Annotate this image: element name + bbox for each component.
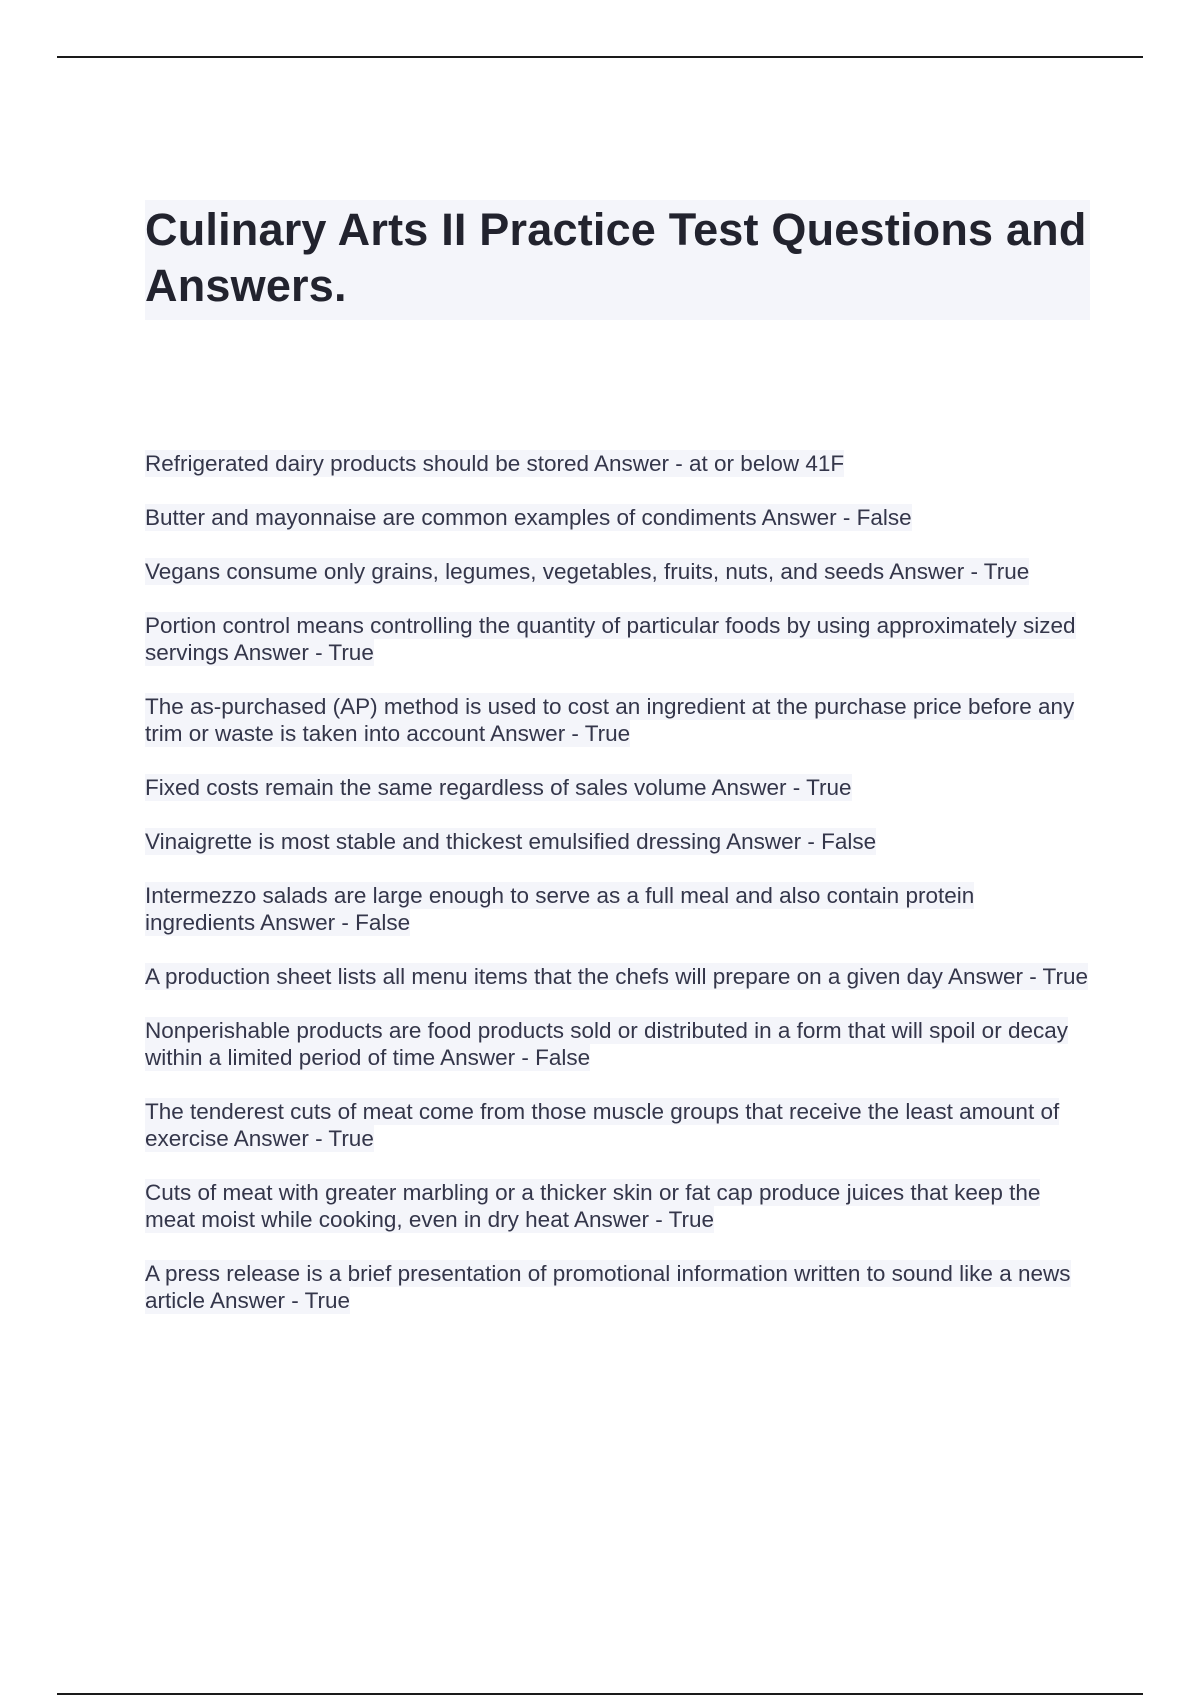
qa-text: A production sheet lists all menu items that the chefs will prepare on a given day Answer - True bbox=[145, 964, 1088, 989]
qa-item bbox=[145, 963, 1090, 990]
qa-text: Nonperishable products are food products sold or distributed in a form that will spoil or decay within a limited period of time Answer - False bbox=[145, 1018, 1068, 1070]
qa-text: Intermezzo salads are large enough to serve as a full meal and also contain protein ingredients Answer - False bbox=[145, 883, 975, 935]
top-rule bbox=[57, 56, 1143, 58]
qa-text: Fixed costs remain the same regardless of sales volume Answer - True bbox=[145, 775, 852, 800]
qa-item bbox=[145, 1017, 1090, 1071]
qa-text: Vinaigrette is most stable and thickest emulsified dressing Answer - False bbox=[145, 829, 877, 854]
document-title: Culinary Arts II Practice Test Questions and Answers. bbox=[145, 204, 1087, 311]
qa-item bbox=[145, 1179, 1090, 1233]
qa-item bbox=[145, 693, 1090, 747]
qa-item bbox=[145, 612, 1090, 666]
qa-item bbox=[145, 1260, 1090, 1314]
title-block bbox=[145, 200, 1090, 320]
qa-text: A press release is a brief presentation of promotional information written to sound like a news article Answer - True bbox=[145, 1261, 1071, 1313]
qa-item bbox=[145, 828, 1090, 855]
qa-text: Cuts of meat with greater marbling or a thicker skin or fat cap produce juices that keep the meat moist while cooking, even in dry heat Answer - True bbox=[145, 1180, 1041, 1232]
qa-text: Vegans consume only grains, legumes, vegetables, fruits, nuts, and seeds Answer - True bbox=[145, 559, 1030, 584]
qa-item bbox=[145, 558, 1090, 585]
qa-text: Butter and mayonnaise are common examples of condiments Answer - False bbox=[145, 505, 912, 530]
qa-text: Portion control means controlling the quantity of particular foods by using approximately sized servings Answer - True bbox=[145, 613, 1076, 665]
qa-list bbox=[145, 450, 1090, 1341]
qa-item bbox=[145, 450, 1090, 477]
qa-text: Refrigerated dairy products should be stored Answer - at or below 41F bbox=[145, 451, 845, 476]
qa-text: The tenderest cuts of meat come from those muscle groups that receive the least amount of exercise Answer - True bbox=[145, 1099, 1060, 1151]
qa-item bbox=[145, 1098, 1090, 1152]
qa-item bbox=[145, 774, 1090, 801]
qa-text: The as-purchased (AP) method is used to cost an ingredient at the purchase price before any trim or waste is taken into account Answer - True bbox=[145, 694, 1075, 746]
qa-item bbox=[145, 504, 1090, 531]
qa-item bbox=[145, 882, 1090, 936]
bottom-rule bbox=[57, 1693, 1143, 1695]
